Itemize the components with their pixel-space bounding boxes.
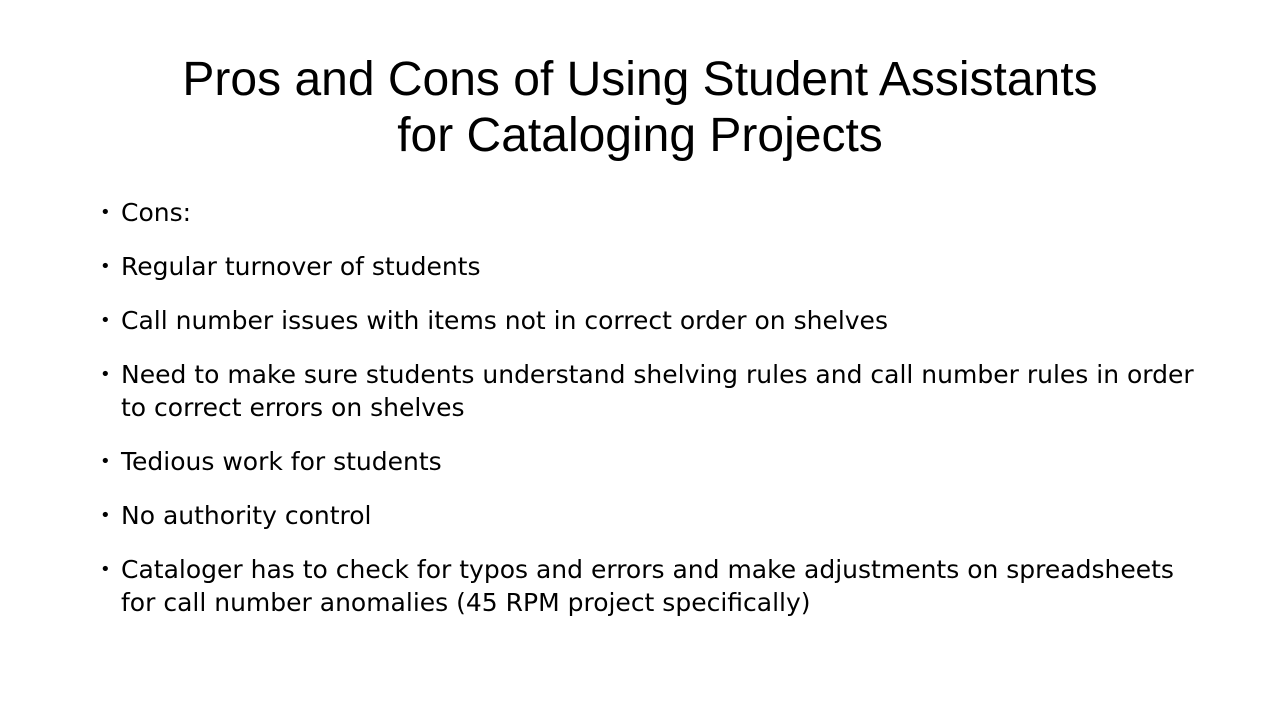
bullet-list [100,196,1210,640]
bullet-text: Cataloger has to check for typos and errors and make adjustments on spreadsheets for call number anomalies (45 RPM project specifically) [121,555,1174,617]
bullet-text: Cons: [121,198,192,227]
bullet-item [100,553,1210,619]
bullet-text: No authority control [121,501,372,530]
bullet-text: Need to make sure students understand shelving rules and call number rules in order to correct errors on shelves [121,360,1194,422]
bullet-dot-icon: • [100,505,111,526]
bullet-item [100,304,1210,337]
bullet-dot-icon: • [100,451,111,472]
bullet-dot-icon: • [100,364,111,385]
bullet-item [100,250,1210,283]
bullet-dot-icon: • [100,310,111,331]
bullet-item [100,358,1210,424]
bullet-item [100,499,1210,532]
bullet-dot-icon: • [100,256,111,277]
bullet-text: Call number issues with items not in correct order on shelves [121,306,888,335]
slide-title: Pros and Cons of Using Student Assistants for Cataloging Projects [182,53,1098,162]
bullet-dot-icon: • [100,559,111,580]
bullet-item-cons-heading [100,196,1210,229]
bullet-dot-icon: • [100,202,111,223]
bullet-item [100,445,1210,478]
bullet-text: Regular turnover of students [121,252,481,281]
bullet-text: Tedious work for students [121,447,442,476]
